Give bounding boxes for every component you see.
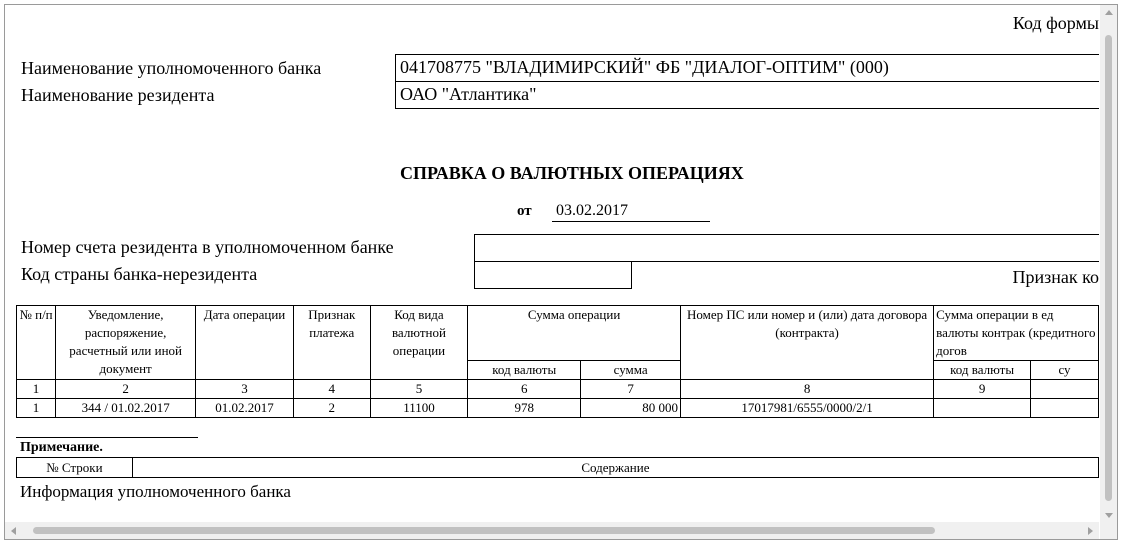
col-number: 6 bbox=[468, 380, 581, 399]
col-number: 1 bbox=[17, 380, 56, 399]
header-payment-sign: Признак платежа bbox=[293, 306, 370, 380]
cell-contract-currency-code bbox=[934, 399, 1031, 418]
operations-table bbox=[16, 305, 1099, 418]
document-page bbox=[5, 5, 1099, 523]
vertical-scroll-thumb[interactable] bbox=[1105, 35, 1112, 501]
cell-currency-code: 978 bbox=[468, 399, 581, 418]
resident-name-value: ОАО "Атлантика" bbox=[400, 84, 537, 104]
country-label: Код страны банка-нерезидента bbox=[21, 264, 258, 284]
header-contract-sum-short: су bbox=[1031, 361, 1099, 380]
horizontal-scroll-thumb[interactable] bbox=[33, 527, 935, 534]
cell-op-code: 11100 bbox=[370, 399, 467, 418]
bank-name-value: 041708775 "ВЛАДИМИРСКИЙ" ФБ "ДИАЛОГ-ОПТИМ" (000) bbox=[400, 57, 889, 77]
cell-payment-sign: 2 bbox=[293, 399, 370, 418]
cell-sum: 80 000 bbox=[581, 399, 681, 418]
notes-col-content: Содержание bbox=[132, 458, 1098, 478]
document-viewer bbox=[4, 4, 1118, 540]
account-field bbox=[474, 234, 1099, 262]
bank-name-field bbox=[395, 54, 1099, 82]
vertical-scrollbar[interactable] bbox=[1100, 5, 1117, 523]
scroll-right-icon[interactable] bbox=[1088, 527, 1093, 535]
document-date: 03.02.2017 bbox=[552, 202, 710, 222]
col-number: 9 bbox=[934, 380, 1031, 399]
resident-name-label: Наименование резидента bbox=[21, 85, 215, 105]
table-header-row bbox=[17, 306, 1099, 361]
header-date: Дата операции bbox=[196, 306, 294, 380]
header-currency-code: код валюты bbox=[468, 361, 581, 380]
notes-table bbox=[16, 457, 1099, 478]
col-number: 3 bbox=[196, 380, 294, 399]
cell-date: 01.02.2017 bbox=[196, 399, 294, 418]
header-contract-sum: Сумма операции в ед валюты контрак (кредитного догов bbox=[934, 306, 1099, 361]
header-op-sum: Сумма операции bbox=[468, 306, 681, 361]
col-number: 8 bbox=[680, 380, 933, 399]
header-sum: сумма bbox=[581, 361, 681, 380]
bank-info-label: Информация уполномоченного банка bbox=[20, 482, 291, 501]
col-number: 5 bbox=[370, 380, 467, 399]
cell-contract-sum bbox=[1031, 399, 1099, 418]
cell-contract: 17017981/6555/0000/2/1 bbox=[680, 399, 933, 418]
col-number: 4 bbox=[293, 380, 370, 399]
header-contract: Номер ПС или номер и (или) дата договора (контракта) bbox=[680, 306, 933, 380]
notes-title: Примечание. bbox=[20, 440, 103, 455]
scrollbar-corner bbox=[1100, 522, 1117, 539]
col-number bbox=[1031, 380, 1099, 399]
bank-name-label: Наименование уполномоченного банка bbox=[21, 58, 322, 78]
header-op-code: Код вида валютной операции bbox=[370, 306, 467, 380]
header-contract-currency-code: код валюты bbox=[934, 361, 1031, 380]
scroll-down-icon[interactable] bbox=[1105, 513, 1113, 518]
header-num: № п/п bbox=[17, 306, 56, 380]
table-row bbox=[17, 399, 1099, 418]
scroll-left-icon[interactable] bbox=[11, 527, 16, 535]
country-field bbox=[474, 261, 632, 289]
sign-label: Признак ко bbox=[1012, 267, 1099, 287]
form-code-label: Код формы bbox=[1012, 13, 1099, 33]
cell-num: 1 bbox=[17, 399, 56, 418]
notes-divider bbox=[16, 437, 198, 438]
col-number: 7 bbox=[581, 380, 681, 399]
header-notice: Уведомление, распоряжение, расчетный или иной документ bbox=[56, 306, 196, 380]
document-title: СПРАВКА О ВАЛЮТНЫХ ОПЕРАЦИЯХ bbox=[400, 163, 744, 183]
column-number-row bbox=[17, 380, 1099, 399]
notes-col-row-num: № Строки bbox=[17, 458, 133, 478]
account-label: Номер счета резидента в уполномоченном банке bbox=[21, 237, 394, 257]
resident-name-field bbox=[395, 81, 1099, 109]
horizontal-scrollbar[interactable] bbox=[5, 522, 1099, 539]
scroll-up-icon[interactable] bbox=[1105, 10, 1113, 15]
cell-notice: 344 / 01.02.2017 bbox=[56, 399, 196, 418]
notes-header-row bbox=[17, 458, 1099, 478]
col-number: 2 bbox=[56, 380, 196, 399]
date-label: от bbox=[517, 203, 532, 219]
